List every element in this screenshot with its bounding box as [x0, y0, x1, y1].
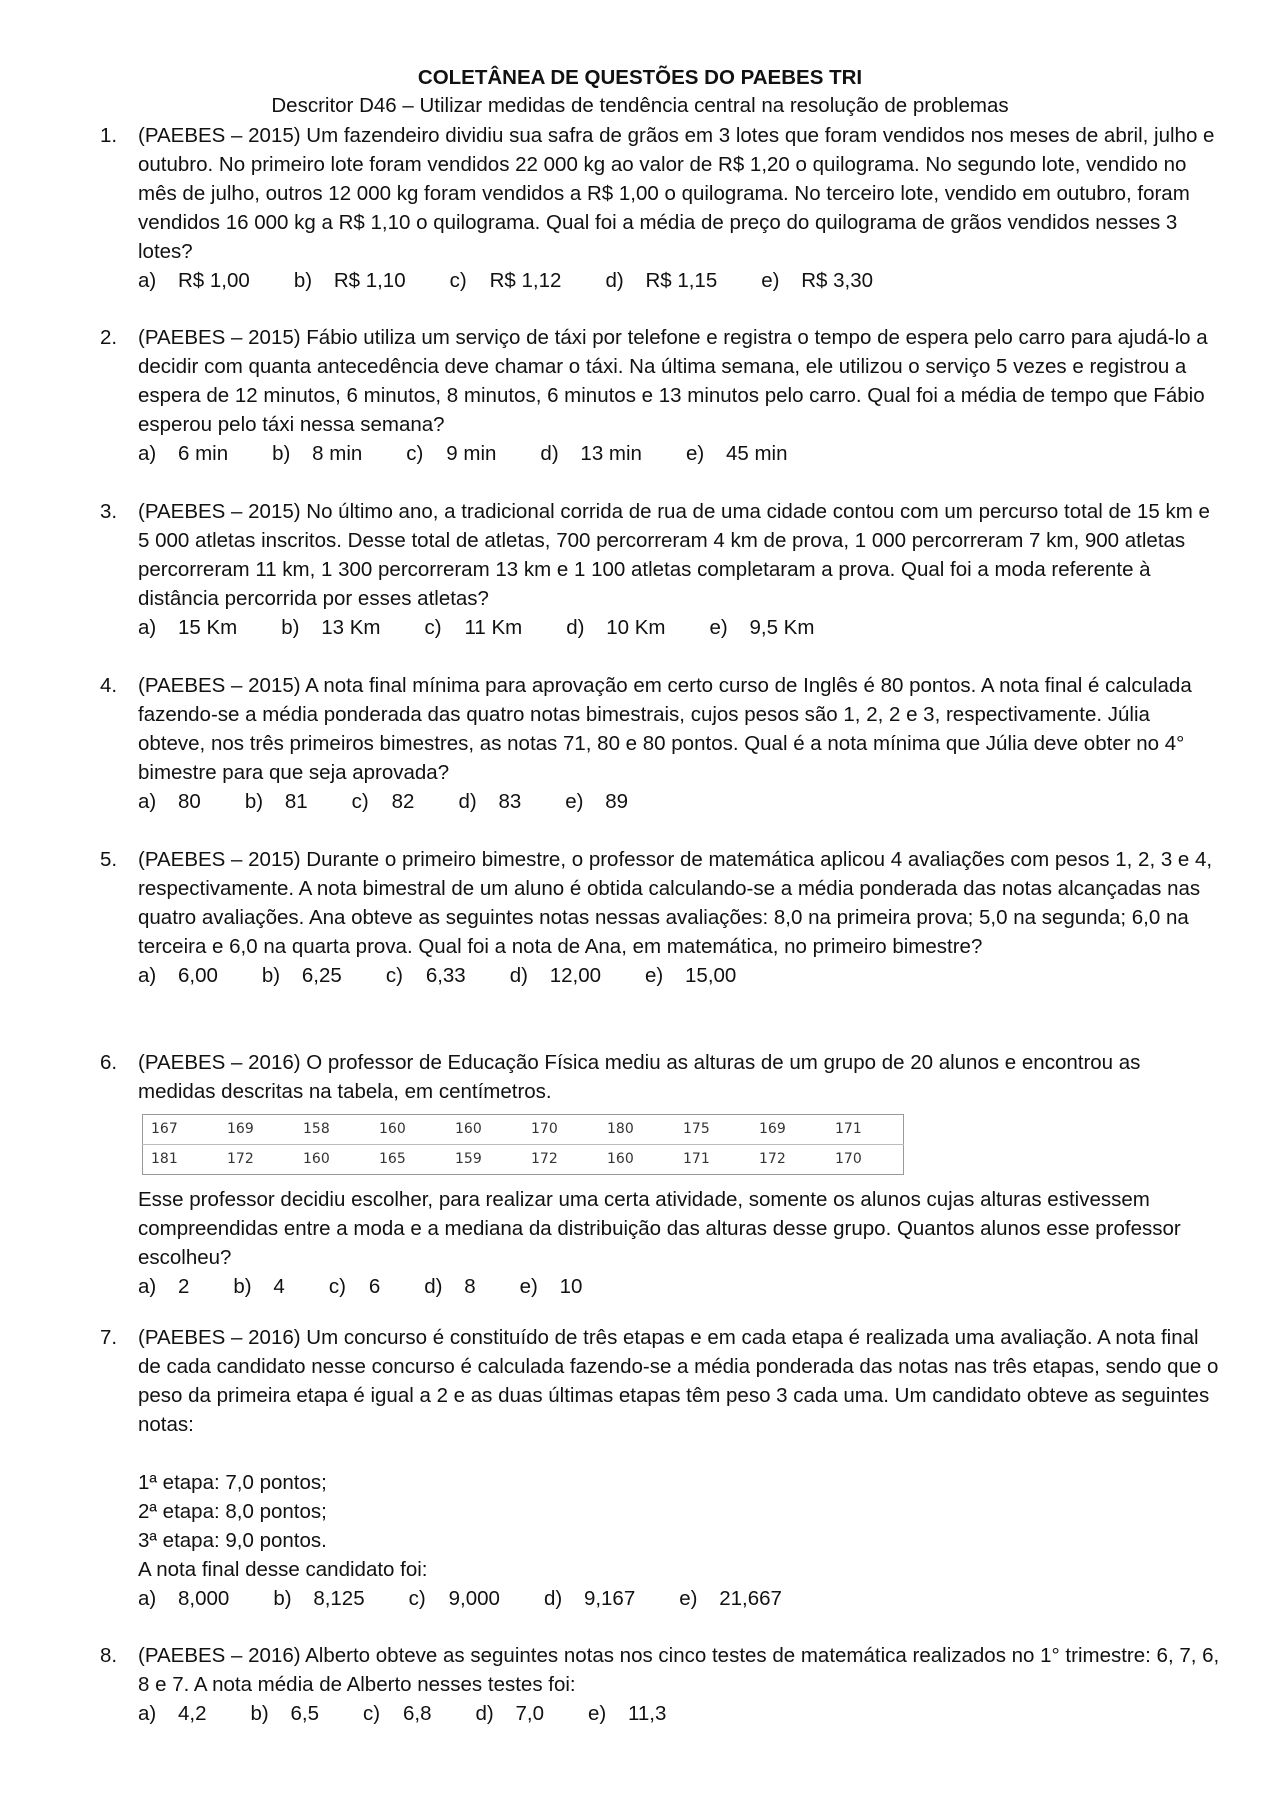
table-cell: 160 [607, 1151, 634, 1167]
option-d: d) 12,00 [509, 964, 602, 987]
table-cell: 160 [447, 1115, 523, 1145]
question-5 [100, 845, 1220, 990]
question-text: (PAEBES – 2016) O professor de Educação Física mediu as alturas de um grupo de 20 alunos e encontrou as medidas descritas na tabela, em centímetros. [138, 1051, 1141, 1103]
options-list [138, 439, 1220, 468]
option-e: e) 11,3 [588, 1702, 667, 1725]
option-a: a) 80 [138, 790, 201, 813]
question-number: 7. [100, 1326, 118, 1349]
option-d: d) 7,0 [475, 1702, 544, 1725]
option-c: c) 9 min [406, 442, 497, 465]
heights-table [142, 1114, 904, 1175]
question-7 [100, 1323, 1220, 1613]
table-cell: 160 [303, 1151, 330, 1167]
option-c: c) 82 [351, 790, 415, 813]
options-list [138, 1584, 1220, 1613]
option-e: e) 89 [565, 790, 629, 813]
option-e: e) 10 [519, 1275, 583, 1298]
table-cell: 180 [599, 1115, 675, 1145]
option-a: a) R$ 1,00 [138, 269, 250, 292]
option-e: e) 21,667 [679, 1587, 782, 1610]
table-row [143, 1145, 904, 1175]
table-cell: 171 [827, 1115, 904, 1145]
question-number: 5. [100, 848, 118, 871]
option-b: b) 6,5 [250, 1702, 319, 1725]
question-text: (PAEBES – 2016) Alberto obteve as seguintes notas nos cinco testes de matemática realizados no 1° trimestre: 6, 7, 6, 8 e 7. A nota média de Alberto nesses testes foi: [138, 1644, 1220, 1696]
question-number: 6. [100, 1051, 118, 1074]
option-a: a) 6,00 [138, 964, 218, 987]
options-list [138, 1272, 1220, 1301]
question-3 [100, 497, 1220, 642]
option-a: a) 4,2 [138, 1702, 207, 1725]
option-c: c) 9,000 [408, 1587, 500, 1610]
question-1 [100, 121, 1220, 295]
option-c: c) 11 Km [424, 616, 523, 639]
stage-line: 3ª etapa: 9,0 pontos. [138, 1529, 327, 1552]
question-text: (PAEBES – 2015) Durante o primeiro bimestre, o professor de matemática aplicou 4 avaliações com pesos 1, 2, 3 e 4, respectivamente. A nota bimestral de um aluno é obtida calculando-se a média ponderada das notas alcançadas nas quatro avaliações. Ana obteve as seguintes notas nessas avaliações: 8,0 na primeira prova; 5,0 na segunda; 6,0 na terceira e 6,0 na quarta prova. Qual foi a nota de Ana, em matemática, no primeiro bimestre? [138, 848, 1213, 958]
option-d: d) 83 [458, 790, 522, 813]
question-2 [100, 323, 1220, 468]
question-text: (PAEBES – 2016) Um concurso é constituído de três etapas e em cada etapa é realizada uma avaliação. A nota final de cada candidato nesse concurso é calculada fazendo-se a média ponderada das notas nas três etapas, sendo que o peso da primeira etapa é igual a 2 e as duas últimas etapas têm peso 3 cada uma. Um candidato obteve as seguintes notas: [138, 1326, 1219, 1436]
option-b: b) 8 min [272, 442, 363, 465]
option-d: d) 8 [424, 1275, 476, 1298]
option-a: a) 2 [138, 1275, 190, 1298]
option-d: d) 10 Km [566, 616, 666, 639]
question-number: 8. [100, 1644, 118, 1667]
option-c: c) 6,33 [385, 964, 466, 987]
table-cell: 165 [379, 1151, 406, 1167]
question-text-continued: Esse professor decidiu escolher, para realizar uma certa atividade, somente os alunos cujas alturas estivessem compreendidas entre a moda e a mediana da distribuição das alturas desse grupo. Quantos alunos esse professor escolheu? [138, 1188, 1181, 1269]
question-text: (PAEBES – 2015) Um fazendeiro dividiu sua safra de grãos em 3 lotes que foram vendidos nos meses de abril, julho e outubro. No primeiro lote foram vendidos 22 000 kg ao valor de R$ 1,20 o quilograma. No segundo lote, vendido no mês de julho, outros 12 000 kg foram vendidos a R$ 1,00 o quilograma. No terceiro lote, vendido em outubro, foram vendidos 16 000 kg a R$ 1,10 o quilograma. Qual foi a média de preço do quilograma de grãos vendidos nesses 3 lotes? [138, 124, 1215, 263]
table-cell: 175 [675, 1115, 751, 1145]
table-cell: 167 [143, 1115, 220, 1145]
question-text: (PAEBES – 2015) No último ano, a tradicional corrida de rua de uma cidade contou com um percurso total de 15 km e 5 000 atletas inscritos. Desse total de atletas, 700 percorreram 4 km de prova, 1 000 percorreram 7 km, 900 atletas percorreram 11 km, 1 300 percorreram 13 km e 1 100 atletas completaram a prova. Qual foi a moda referente à distância percorrida por esses atletas? [138, 500, 1210, 610]
options-list [138, 787, 1220, 816]
table-cell: 170 [835, 1151, 862, 1167]
options-list [138, 1699, 1220, 1728]
option-a: a) 6 min [138, 442, 229, 465]
table-cell: 172 [227, 1151, 254, 1167]
option-b: b) 8,125 [273, 1587, 365, 1610]
table-cell: 169 [751, 1115, 827, 1145]
option-b: b) 4 [233, 1275, 285, 1298]
option-e: e) 45 min [685, 442, 788, 465]
table-cell: 172 [759, 1151, 786, 1167]
option-a: a) 8,000 [138, 1587, 230, 1610]
option-e: e) R$ 3,30 [761, 269, 874, 292]
stage-line: 1ª etapa: 7,0 pontos; [138, 1471, 327, 1494]
option-e: e) 9,5 Km [709, 616, 815, 639]
table-cell: 160 [371, 1115, 447, 1145]
option-b: b) R$ 1,10 [293, 269, 406, 292]
table-cell: 159 [455, 1151, 482, 1167]
option-a: a) 15 Km [138, 616, 238, 639]
table-cell: 170 [523, 1115, 599, 1145]
question-8 [100, 1641, 1220, 1728]
question-text-continued: A nota final desse candidato foi: [138, 1558, 428, 1581]
table-cell: 181 [151, 1151, 178, 1167]
options-list [138, 266, 1220, 295]
question-text: (PAEBES – 2015) A nota final mínima para aprovação em certo curso de Inglês é 80 pontos. A nota final é calculada fazendo-se a média ponderada das quatro notas bimestrais, cujos pesos são 1, 2, 2 e 3, respectivamente. Júlia obteve, nos três primeiros bimestres, as notas 71, 80 e 80 pontos. Qual é a nota mínima que Júlia deve obter no 4° bimestre para que seja aprovada? [138, 674, 1192, 784]
question-number: 1. [100, 124, 118, 147]
stage-line: 2ª etapa: 8,0 pontos; [138, 1500, 327, 1523]
option-d: d) 13 min [540, 442, 642, 465]
page-subtitle: Descritor D46 – Utilizar medidas de tendência central na resolução de problemas [271, 94, 1009, 117]
options-list [138, 961, 1220, 990]
question-4 [100, 671, 1220, 816]
option-c: c) R$ 1,12 [449, 269, 562, 292]
table-cell: 158 [295, 1115, 371, 1145]
option-d: d) 9,167 [543, 1587, 636, 1610]
option-e: e) 15,00 [645, 964, 737, 987]
option-c: c) 6,8 [363, 1702, 432, 1725]
options-list [138, 613, 1220, 642]
option-b: b) 13 Km [281, 616, 381, 639]
option-d: d) R$ 1,15 [605, 269, 718, 292]
question-6 [100, 1048, 1220, 1301]
option-b: b) 81 [244, 790, 308, 813]
table-cell: 171 [683, 1151, 710, 1167]
table-cell: 172 [531, 1151, 558, 1167]
table-row [143, 1115, 904, 1145]
question-number: 2. [100, 326, 118, 349]
question-text: (PAEBES – 2015) Fábio utiliza um serviço de táxi por telefone e registra o tempo de espera pelo carro para ajudá-lo a decidir com quanta antecedência deve chamar o táxi. Na última semana, ele utilizou o serviço 5 vezes e registrou a espera de 12 minutos, 6 minutos, 8 minutos, 6 minutos e 13 minutos pelo carro. Qual foi a média de tempo que Fábio esperou pelo táxi nessa semana? [138, 326, 1208, 436]
table-cell: 169 [219, 1115, 295, 1145]
question-number: 3. [100, 500, 118, 523]
option-b: b) 6,25 [261, 964, 342, 987]
question-number: 4. [100, 674, 118, 697]
page-title: COLETÂNEA DE QUESTÕES DO PAEBES TRI [417, 66, 863, 89]
option-c: c) 6 [328, 1275, 381, 1298]
